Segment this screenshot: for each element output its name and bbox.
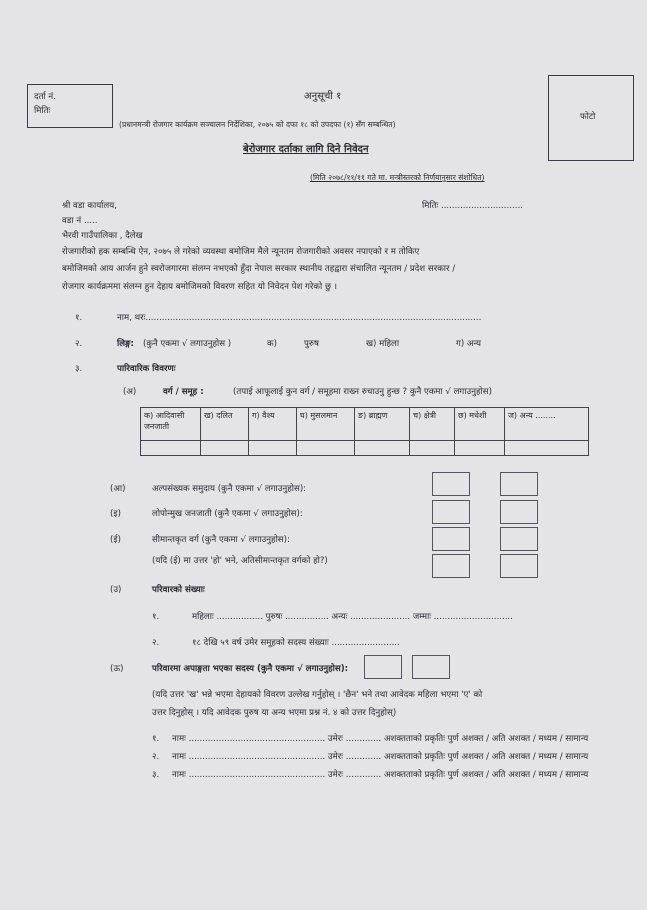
disabled-member-2-number: २. <box>152 752 160 762</box>
form-title: बेरोजगार दर्ताका लागि दिने निवेदन <box>243 144 369 155</box>
caste-tick-cell[interactable] <box>249 441 297 456</box>
gender-option-other[interactable]: ग) अन्य <box>456 339 482 349</box>
gender-option-male-letter: क) <box>267 339 277 349</box>
minority-checkbox-no[interactable] <box>500 472 538 496</box>
caste-tick-cell[interactable] <box>455 441 505 456</box>
gender-label: लिङ्ग: <box>117 339 134 349</box>
disability-label: परिवारमा अपाङ्गता भएका सदस्य (कुनै एकमा √ लगाउनुहोस): <box>152 664 349 674</box>
caste-group-number: (अ) <box>123 387 137 397</box>
caste-group-hint: (तपाई आफूलाई कुन वर्ग / समूहमा राख्न रुचाउनु हुन्छ ? कुनै एकमा √ लगाउनुहोस) <box>233 387 492 397</box>
address-line-2: वडा नं ..... <box>62 216 98 226</box>
working-age-members[interactable]: १८ देखि ५९ वर्ष उमेर समूहको सदस्य संख्याः ......................... <box>192 638 400 648</box>
family-size-label: परिवारको संख्याः <box>152 585 205 595</box>
gender-hint: (कुनै एकमा √ लगाउनुहोस ) <box>143 339 232 349</box>
marginalized-number: (ई) <box>110 535 121 545</box>
disabled-member-3[interactable]: नामः .................................................. उमेरः ............. अशक्तताको प्रकृतिः पुर्ण अशक्त / अति अशक्त / मध्यम / सामान्य <box>172 770 589 780</box>
family-size-number: (उ) <box>110 585 122 595</box>
name-field[interactable]: नाम, थरः........................................................................................................................... <box>117 313 482 323</box>
caste-cell-dalit[interactable]: ख) दलित <box>201 408 249 441</box>
caste-table <box>140 407 589 456</box>
minority-number: (आ) <box>110 484 126 494</box>
gender-option-male[interactable]: पुरुष <box>304 339 319 349</box>
address-line-1: श्री वडा कार्यालय, <box>62 201 117 211</box>
caste-tick-cell[interactable] <box>297 441 355 456</box>
registration-number-label: दर्ता नं. <box>34 92 56 102</box>
caste-cell-muslim[interactable]: घ) मुसलमान <box>297 408 355 441</box>
caste-tick-cell[interactable] <box>410 441 455 456</box>
body-paragraph-line-3: रोजगार कार्यक्रममा संलग्न हुन देहाय बमोजिमको विवरण सहित यो निवेदन पेश गरेको छु । <box>62 282 337 292</box>
disability-note-line-1: (यदि उत्तर 'ख' भन्ने भएमा देहायको विवरण उल्लेख गर्नुहोस् । 'छैन' भने तथा आवेदक महिला भएमा 'ए' को <box>152 690 483 700</box>
family-size-counts[interactable]: महिलाः ................. पुरुषः ................ अन्यः ...................... जम्माः ............................. <box>192 612 513 622</box>
disabled-member-1[interactable]: नामः .................................................. उमेरः ............. अशक्तताको प्रकृतिः पुर्ण अशक्त / अति अशक्त / मध्यम / सामान्य <box>172 734 589 744</box>
marginalized-note: (यदि (ई) मा उत्तर 'हो' भने, अतिसीमान्तकृत वर्गको हो?) <box>152 556 328 566</box>
gender-option-female[interactable]: ख) महिला <box>366 339 400 349</box>
disability-note-line-2: उत्तर दिनुहोस् । यदि आवेदक पुरुष या अन्य भएमा प्रश्न नं. ४ को उत्तर दिनुहोस्) <box>152 708 397 718</box>
annex-title: अनुसूची १ <box>304 91 342 102</box>
body-paragraph-line-2: बमोजिमको आय आर्जन हुने स्वरोजगारमा संलग्न नभएको हुँदा नेपाल सरकार स्थानीय तहद्वारा संचालित न्यूनतम / प्रदेश सरकार / <box>62 264 456 274</box>
disabled-member-2[interactable]: नामः .................................................. उमेरः ............. अशक्तताको प्रकृतिः पुर्ण अशक्त / अति अशक्त / मध्यम / सामान्य <box>172 752 589 762</box>
endangered-checkbox-yes[interactable] <box>432 500 470 524</box>
photo-label: फोटो <box>580 112 596 122</box>
caste-tick-cell[interactable] <box>141 441 201 456</box>
address-line-3: भैरवी गाउँपालिका , दैलेख <box>62 231 143 241</box>
family-size-row-2-number: २. <box>152 638 160 648</box>
caste-tick-cell[interactable] <box>505 441 589 456</box>
minority-label: अल्पसंख्यक समुदाय (कुनै एकमा √ लगाउनुहोस): <box>152 484 307 494</box>
application-date[interactable]: मितिः .............................. <box>422 201 523 211</box>
highly-marginalized-checkbox-no[interactable] <box>500 554 538 578</box>
question-1-number: १. <box>75 313 83 323</box>
amendment-note: (मिति २०७८/११/११ गते मा. मन्त्रीस्तरको निर्णयानुसार संशोधित) <box>310 173 485 182</box>
caste-group-label: वर्ग / समूह : <box>163 387 204 397</box>
disability-number: (ऊ) <box>110 664 124 674</box>
question-3-number: ३. <box>75 364 83 374</box>
disabled-member-1-number: १. <box>152 734 160 744</box>
caste-tick-cell[interactable] <box>201 441 249 456</box>
annex-subtitle: (प्रधानमन्त्री रोजगार कार्यक्रम सञ्चालन निर्देशिका, २०७५ को दफा १८ को उपदफा (१) सँग सम्बन्धित) <box>119 120 396 129</box>
caste-cell-janajati[interactable]: क) आदिवासी जनजाती <box>141 408 201 441</box>
family-details-label: पारिवारिक विवरणः <box>117 364 176 374</box>
family-size-row-1-number: १. <box>152 612 160 622</box>
question-2-number: २. <box>75 339 83 349</box>
caste-cell-madhesi[interactable]: छ) मधेशी <box>455 408 505 441</box>
caste-cell-brahmin[interactable]: ङ) ब्राह्मण <box>355 408 410 441</box>
endangered-checkbox-no[interactable] <box>500 500 538 524</box>
disability-checkbox-no[interactable] <box>412 655 450 679</box>
caste-cell-chhetri[interactable]: च) क्षेत्री <box>410 408 455 441</box>
caste-cell-other[interactable]: ज) अन्य ........ <box>505 408 589 441</box>
registration-date-label: मितिः <box>34 106 51 116</box>
caste-tick-cell[interactable] <box>355 441 410 456</box>
minority-checkbox-yes[interactable] <box>432 472 470 496</box>
marginalized-checkbox-no[interactable] <box>500 527 538 551</box>
caste-cell-vaishya[interactable]: ग) वैश्य <box>249 408 297 441</box>
highly-marginalized-checkbox-yes[interactable] <box>432 554 470 578</box>
disability-checkbox-yes[interactable] <box>364 655 402 679</box>
marginalized-label: सीमान्तकृत वर्ग (कुनै एकमा √ लगाउनुहोस): <box>152 535 290 545</box>
endangered-label: लोपोन्मुख जनजाती (कुनै एकमा √ लगाउनुहोस): <box>152 509 303 519</box>
body-paragraph-line-1: रोजगारीको हक सम्बन्धि ऐन, २०७५ ले गरेको व्यवस्था बमोजिम मैले न्यूनतम रोजगारीको अवसर नपाएको र म तोकिए <box>62 247 420 257</box>
endangered-number: (इ) <box>110 509 121 519</box>
marginalized-checkbox-yes[interactable] <box>432 527 470 551</box>
disabled-member-3-number: ३. <box>152 770 160 780</box>
